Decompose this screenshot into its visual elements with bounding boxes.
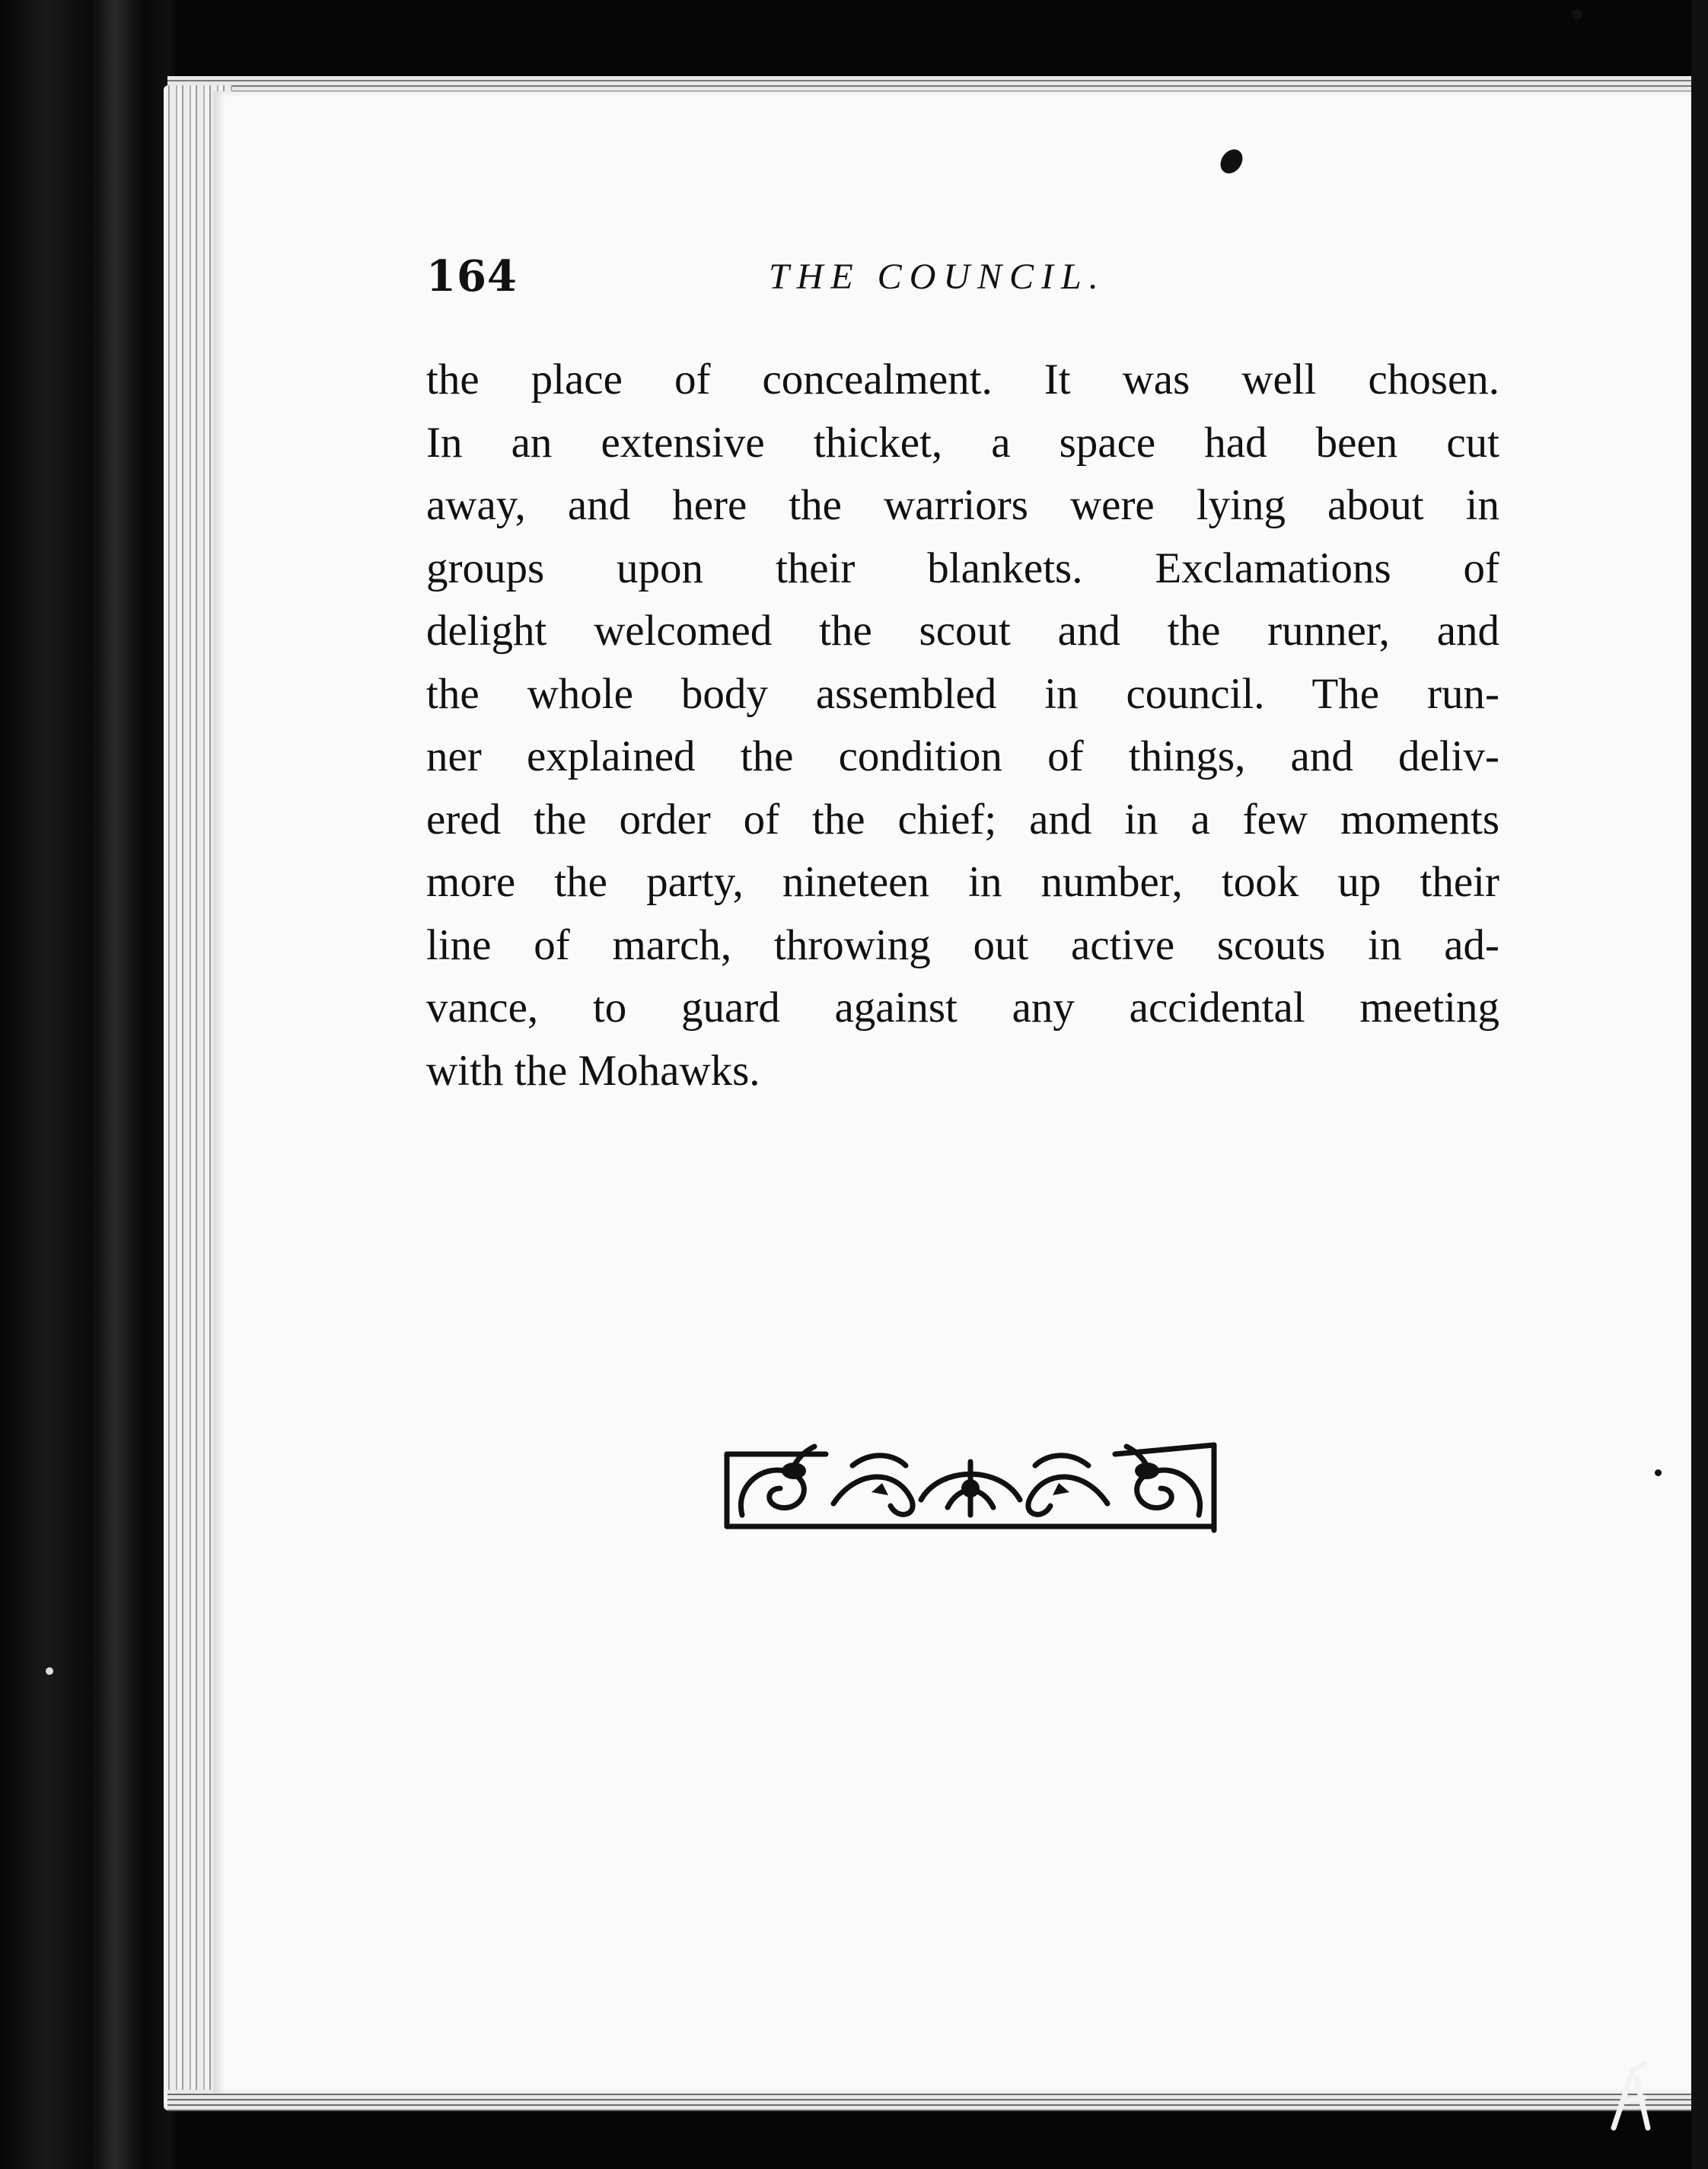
ink-speck: [1572, 9, 1582, 20]
body-text: [426, 349, 1499, 1102]
text-line: ner explained the condition of things, and deliv-: [426, 732, 1499, 780]
page-number: 164: [426, 251, 518, 301]
running-head: [426, 251, 1507, 312]
text-line: line of march, throwing out active scouts in ad-: [426, 920, 1499, 969]
text-line: the place of concealment. It was well chosen.: [426, 356, 1499, 403]
text-line: delight welcomed the scout and the runner, and: [426, 607, 1499, 655]
text-line: vance, to guard against any accidental meeting: [426, 984, 1499, 1032]
running-title: THE COUNCIL.: [769, 257, 1106, 297]
text-line: groups upon their blankets. Exclamations of: [426, 544, 1499, 592]
text-line: ered the order of the chief; and in a few moments: [426, 795, 1499, 844]
text-line: with the Mohawks.: [426, 1046, 760, 1095]
text-line: In an extensive thicket, a space had been cut: [426, 418, 1499, 467]
corner-scan-mark-icon: [1598, 2056, 1659, 2132]
text-line: the whole body assembled in council. The run-: [426, 669, 1499, 718]
text-line: away, and here the warriors were lying about in: [426, 481, 1499, 529]
text-line: more the party, nineteen in number, took up their: [426, 858, 1499, 906]
floral-tailpiece-ornament-icon: [719, 1431, 1222, 1538]
scan-right-edge: [1691, 0, 1708, 2169]
ink-speck: [46, 1667, 53, 1675]
ink-speck: [1655, 1469, 1662, 1476]
